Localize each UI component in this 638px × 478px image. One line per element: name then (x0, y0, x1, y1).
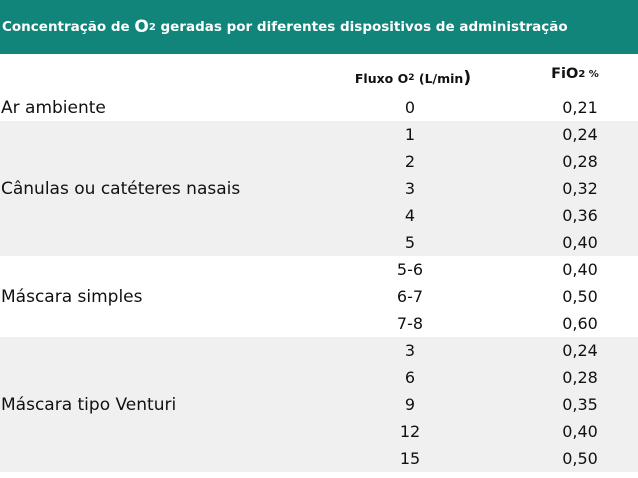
table-row (0, 337, 638, 364)
table-row (0, 175, 638, 202)
header-fio2 (520, 54, 630, 94)
row-group (0, 94, 638, 121)
header-flow (323, 58, 503, 98)
fio2-cell: 0,28 (562, 368, 598, 387)
device-label: Cânulas ou catéteres nasais (1, 178, 241, 199)
header-flow-subscript: 2 (408, 73, 415, 83)
flow-cell: 3 (404, 179, 416, 198)
flow-cell: 6-7 (396, 287, 424, 306)
fio2-cell: 0,40 (562, 422, 598, 441)
table-row (0, 148, 638, 175)
fio2-cell: 0,35 (562, 395, 598, 414)
table-row (0, 121, 638, 148)
device-label: Ar ambiente (1, 97, 106, 118)
flow-cell: 5-6 (396, 260, 424, 279)
flow-cell: 3 (404, 341, 416, 360)
title-suffix: geradas por diferentes dispositivos de administração (155, 19, 568, 35)
header-flow-close: ) (463, 68, 472, 88)
flow-cell: 1 (404, 125, 416, 144)
flow-cell: 7-8 (396, 314, 424, 333)
flow-cell: 15 (399, 449, 421, 468)
header-flow-unit: (L/min (414, 70, 464, 86)
table-row (0, 94, 638, 121)
flow-cell: 6 (404, 368, 416, 387)
table-row (0, 391, 638, 418)
table-row (0, 364, 638, 391)
table-title (0, 0, 638, 54)
fio2-cell: 0,21 (562, 98, 598, 117)
row-group (0, 337, 638, 472)
fio2-cell: 0,40 (562, 233, 598, 252)
flow-cell: 2 (404, 152, 416, 171)
table-row (0, 229, 638, 256)
header-fio2-main: FiO (551, 66, 579, 82)
header-flow-main: Fluxo O (354, 70, 409, 86)
fio2-cell: 0,24 (562, 125, 598, 144)
row-group (0, 121, 638, 256)
table-header (0, 54, 638, 94)
device-label: Máscara simples (1, 286, 143, 307)
flow-cell: 0 (404, 98, 416, 117)
header-fio2-subscript: 2 % (578, 68, 599, 80)
title-prefix: Concentração de (2, 19, 135, 35)
row-group (0, 256, 638, 337)
fio2-cell: 0,28 (562, 152, 598, 171)
device-label: Máscara tipo Venturi (1, 394, 177, 415)
title-o: O (134, 17, 149, 37)
table-row (0, 202, 638, 229)
flow-cell: 12 (399, 422, 421, 441)
table-row (0, 283, 638, 310)
fio2-cell: 0,40 (562, 260, 598, 279)
fio2-cell: 0,50 (562, 287, 598, 306)
flow-cell: 9 (404, 395, 416, 414)
table-row (0, 418, 638, 445)
fio2-cell: 0,36 (562, 206, 598, 225)
title-o-subscript: 2 (148, 21, 156, 33)
fio2-cell: 0,32 (562, 179, 598, 198)
fio2-cell: 0,50 (562, 449, 598, 468)
table-row (0, 256, 638, 283)
fio2-cell: 0,24 (562, 341, 598, 360)
table-row (0, 445, 638, 472)
table-row (0, 310, 638, 337)
fio2-cell: 0,60 (562, 314, 598, 333)
flow-cell: 5 (404, 233, 416, 252)
flow-cell: 4 (404, 206, 416, 225)
